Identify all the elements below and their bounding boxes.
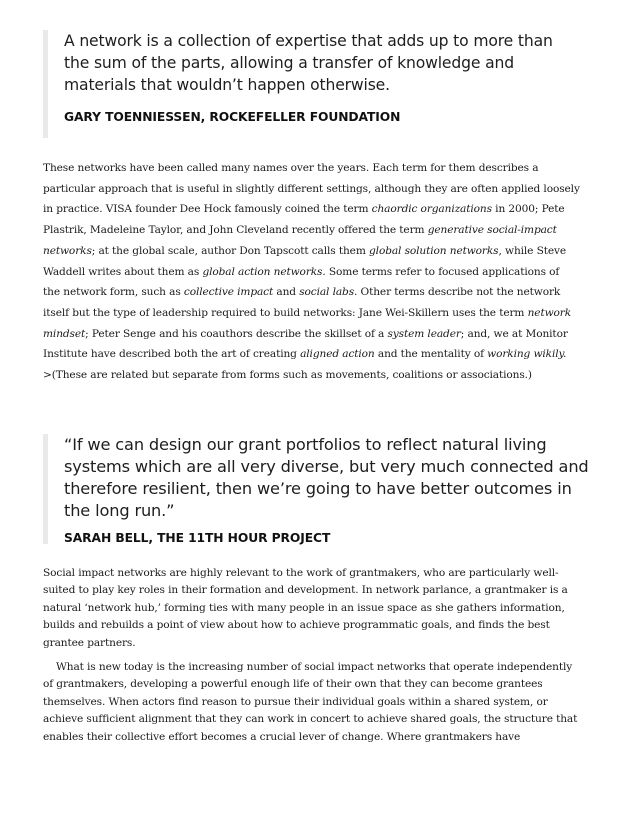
text-line: Plastrik, Madeleine Taylor, and John Cleveland recently offered the term generative social-impact xyxy=(43,224,557,237)
text-line: Waddell writes about them as global action networks. Some terms refer to focused applications of xyxy=(43,265,560,278)
text-line: themselves. When actors find reason to pursue their individual goals within a shared system, or xyxy=(43,695,548,708)
term-generative: generative social-impact xyxy=(427,224,557,237)
text-line: Social impact networks are highly relevant to the work of grantmakers, who are particularly well- xyxy=(43,567,559,579)
term-global-action: global action networks. xyxy=(202,265,326,278)
term-social-labs: social labs xyxy=(299,286,355,299)
term-aligned-action: aligned action xyxy=(300,348,375,361)
text-line: suited to play key roles in their formation and development. In network parlance, a grantmaker is a xyxy=(43,584,568,597)
quote-line: the long run.” xyxy=(64,501,175,520)
body-paragraph-network-terms xyxy=(43,158,599,386)
text-line: in practice. VISA founder Dee Hock famously coined the term chaordic organizations in 2000; Pete xyxy=(43,203,565,216)
pull-quote-text xyxy=(64,434,604,522)
quote-line: “If we can design our grant portfolios to reflect natural living xyxy=(64,435,547,454)
term-system-leader: system leader xyxy=(387,327,461,340)
term-network-mindset: network xyxy=(527,306,572,319)
body-paragraph-whats-new xyxy=(43,659,599,746)
quote-line: A network is a collection of expertise that adds up to more than xyxy=(64,32,553,50)
quote-line: materials that wouldn’t happen otherwise. xyxy=(64,76,390,94)
text-line: enables their collective effort becomes a crucial lever of change. Where grantmakers have xyxy=(43,730,521,743)
text-line: builds and rebuilds a point of view about how to achieve programmatic goals, and finds the best xyxy=(43,619,550,632)
text-line: >(These are related but separate from forms such as movements, coalitions or associations.) xyxy=(43,369,532,382)
text-line: particular approach that is useful in slightly different settings, although they are often applied loosely xyxy=(43,182,580,195)
text-line: networks; at the global scale, author Don Tapscott calls them global solution networks, while Steve xyxy=(43,244,567,257)
quote-line: therefore resilient, then we’re going to have better outcomes in xyxy=(64,479,572,498)
text-line: itself but the type of leadership required to build networks: Jane Wei-Skillern uses the term network xyxy=(43,306,572,319)
term-chaordic: chaordic organizations xyxy=(371,203,492,216)
text-line: of grantmakers, developing a powerful enough life of their own that they can become grantees xyxy=(43,678,543,691)
text-line: These networks have been called many names over the years. Each term for them describes a xyxy=(43,162,539,174)
term-collective-impact: collective impact xyxy=(183,286,274,299)
text-line: the network form, such as collective impact and social labs. Other terms describe not the network xyxy=(43,286,561,299)
term-global-solution: global solution networks xyxy=(369,244,499,257)
text-line: mindset; Peter Senge and his coauthors describe the skillset of a system leader; and, we at Monitor xyxy=(43,327,568,340)
pull-quote-text xyxy=(64,30,594,96)
text-line: natural ‘network hub,’ forming ties with many people in an issue space as she gathers information, xyxy=(43,601,565,614)
text-line: What is new today is the increasing number of social impact networks that operate independently xyxy=(43,661,573,673)
quote-line: the sum of the parts, allowing a transfer of knowledge and xyxy=(64,54,514,72)
text-line: grantee partners. xyxy=(43,636,136,649)
pull-quote-11th-hour xyxy=(43,434,604,544)
text-line: achieve sufficient alignment that they can work in concert to achieve shared goals, the structure that xyxy=(43,713,578,726)
text-line: Institute have described both the art of creating aligned action and the mentality of working wikily. xyxy=(43,348,567,361)
pull-quote-attribution: GARY TOENNIESSEN, ROCKEFELLER FOUNDATION xyxy=(64,110,401,124)
pull-quote-attribution: SARAH BELL, THE 11TH HOUR PROJECT xyxy=(64,531,331,545)
pull-quote-rockefeller xyxy=(43,30,594,138)
body-paragraph-grantmakers xyxy=(43,565,599,652)
term-working-wikily: working wikily. xyxy=(487,348,567,361)
quote-line: systems which are all very diverse, but very much connected and xyxy=(64,457,589,476)
